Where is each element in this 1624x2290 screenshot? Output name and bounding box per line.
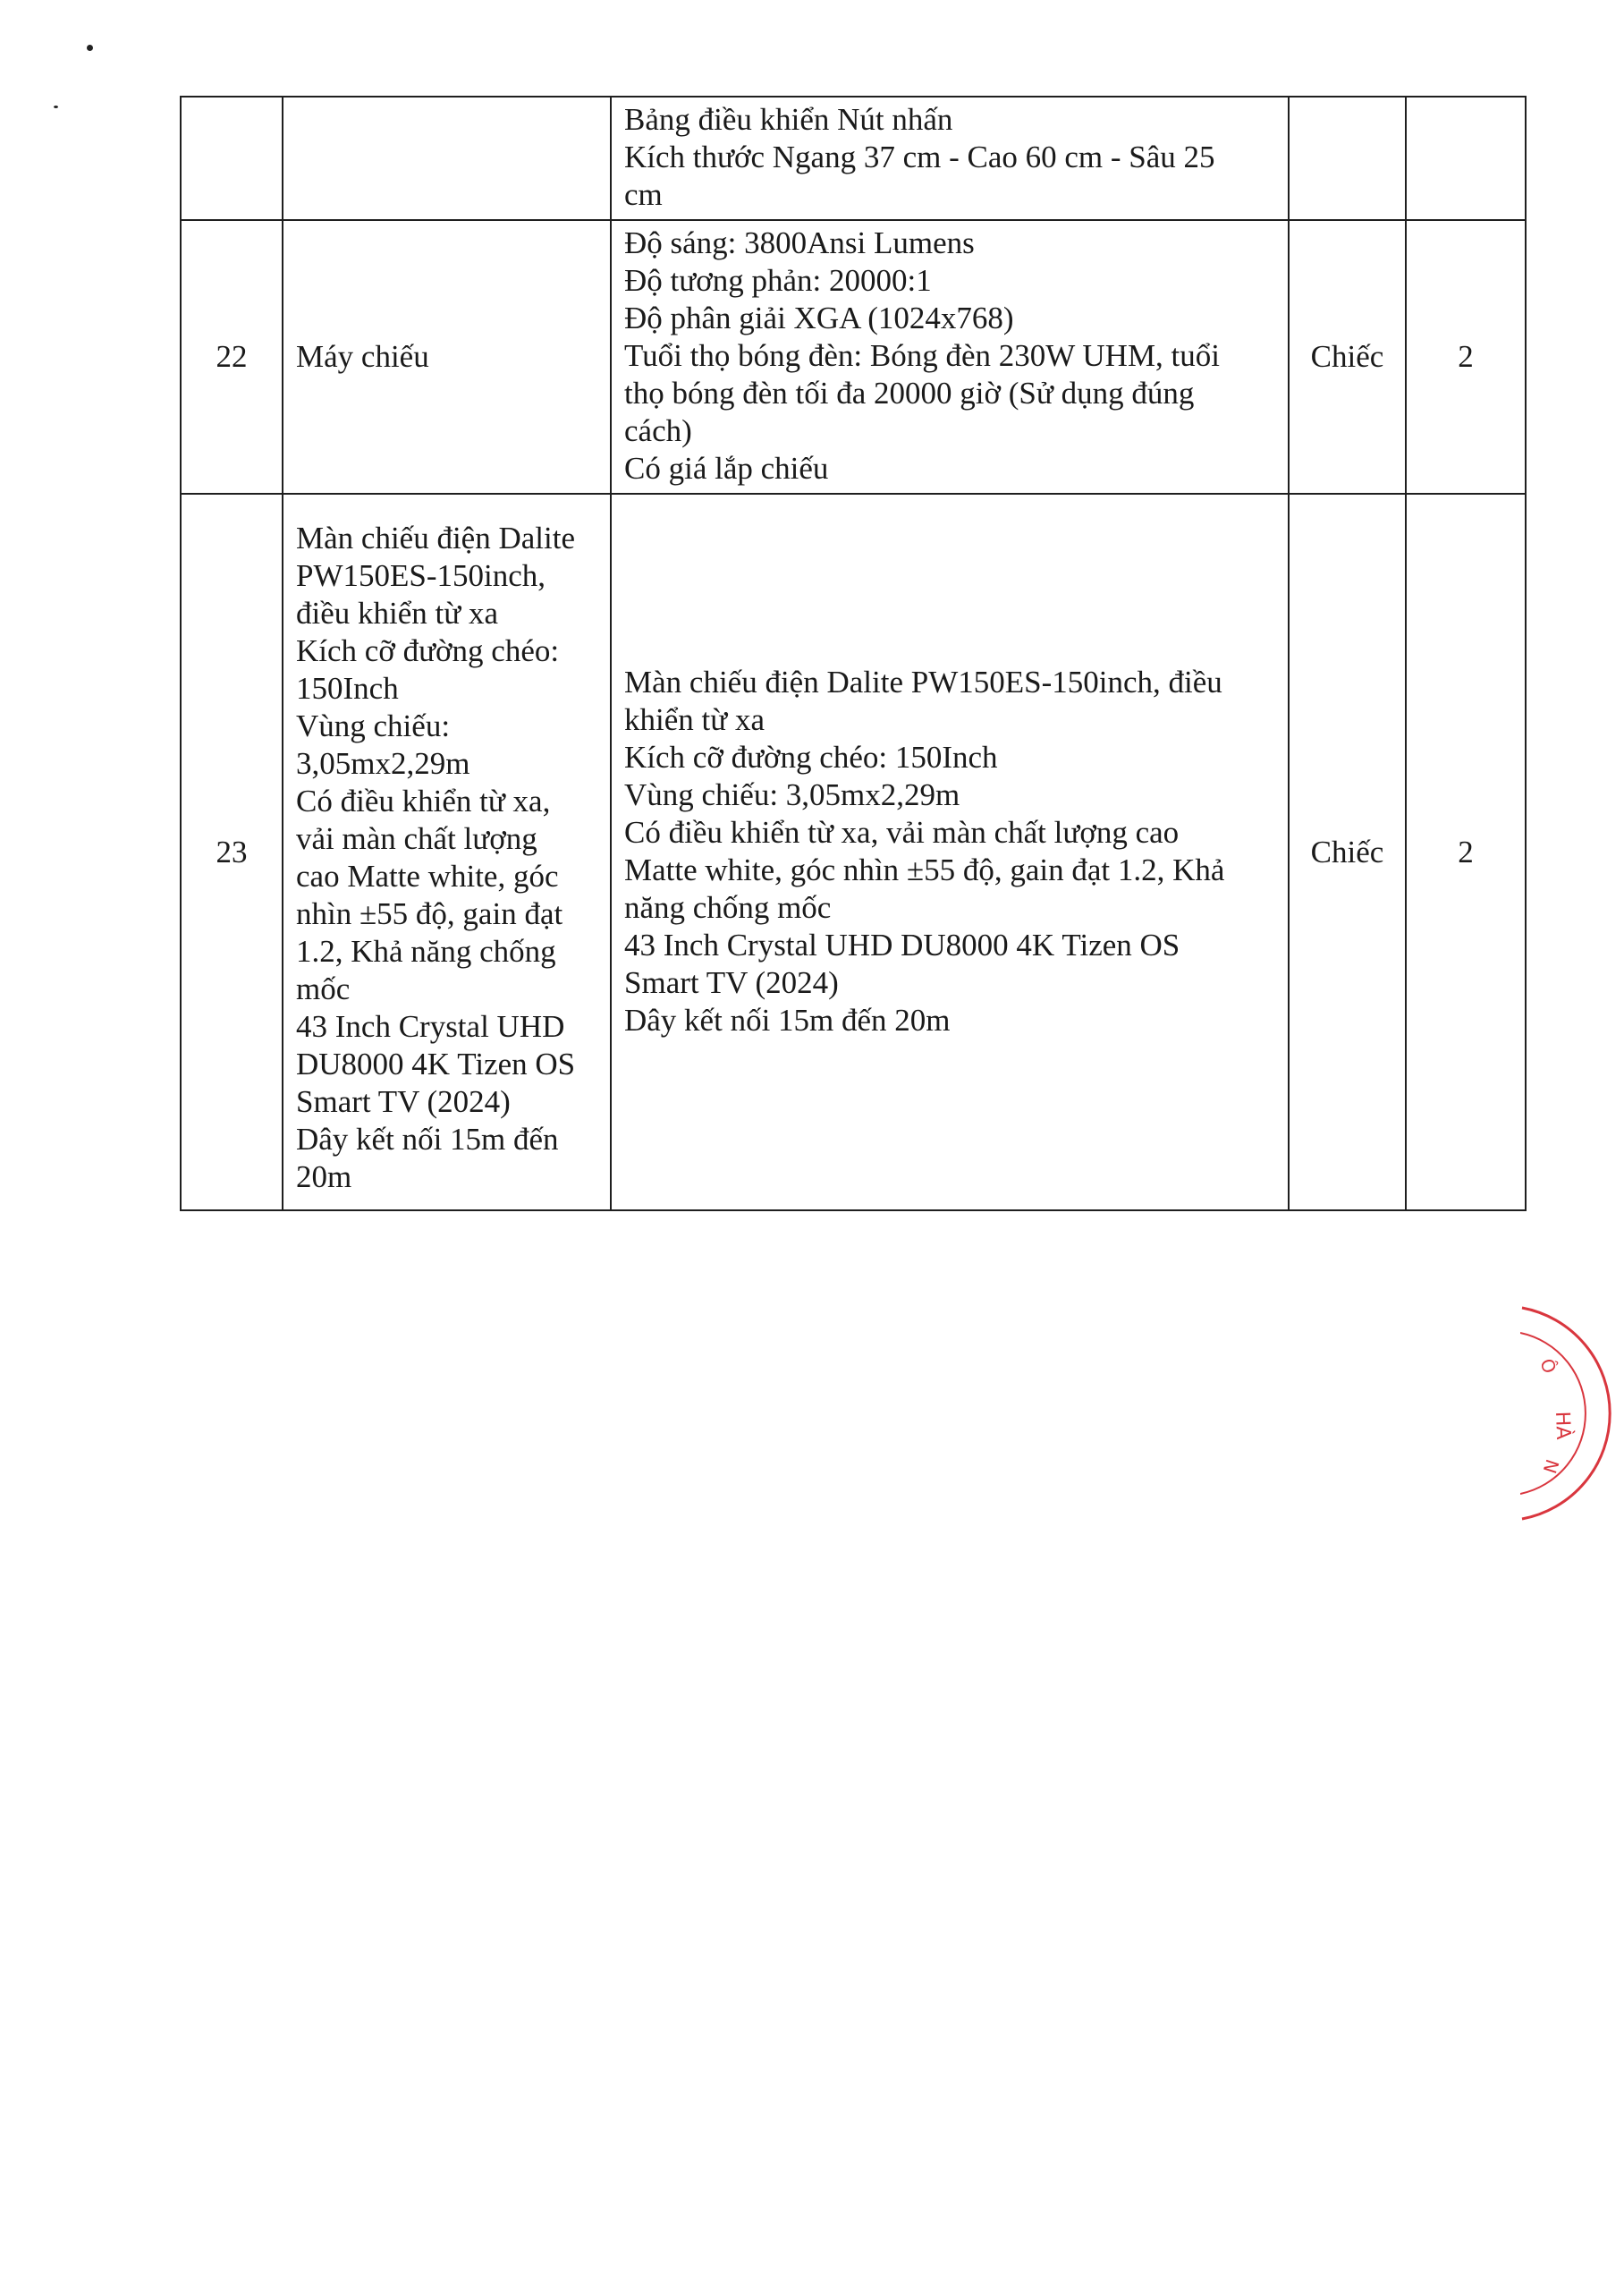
name-line: Có điều khiển từ xa, [296,784,551,818]
stt-cell [181,97,283,220]
scan-speck [87,45,93,51]
seal-text-fragment: N [1538,1456,1564,1477]
spec-line: Kích thước Ngang 37 cm - Cao 60 cm - Sâu 25 [624,140,1215,174]
spec-line: Độ phân giải XGA (1024x768) [624,301,1014,335]
spec-line: Kích cỡ đường chéo: 150Inch [624,739,998,775]
name-line: 43 Inch Crystal UHD [296,1009,565,1044]
item-name-cell [283,97,611,220]
unit-cell: Chiếc [1289,220,1406,494]
scan-speck [54,106,58,108]
table-row [181,220,1526,494]
spec-line: 43 Inch Crystal UHD DU8000 4K Tizen OS [624,927,1180,963]
name-line: Kích cỡ đường chéo: [296,633,560,668]
name-line: cao Matte white, góc [296,859,559,894]
name-line: DU8000 4K Tizen OS [296,1047,576,1081]
spec-line: Tuổi thọ bóng đèn: Bóng đèn 230W UHM, tuổi [624,338,1221,373]
unit-cell: Chiếc [1289,494,1406,1210]
seal-text-fragment: HÀ [1551,1411,1575,1440]
quantity-cell: 2 [1406,494,1526,1210]
spec-line: Có giá lắp chiếu [624,451,829,486]
spec-line: Smart TV (2024) [624,964,839,1000]
name-line: Dây kết nối 15m đến [296,1122,559,1157]
spec-line: Độ tương phản: 20000:1 [624,263,932,298]
spec-cell [611,220,1289,494]
name-line: 1.2, Khả năng chống [296,934,556,969]
spec-line: cách) [624,413,692,448]
name-line: vải màn chất lượng [296,821,537,856]
unit-cell [1289,97,1406,220]
quantity-cell: 2 [1406,220,1526,494]
spec-line: thọ bóng đèn tối đa 20000 giờ (Sử dụng đúng [624,376,1195,411]
stt-cell: 23 [181,494,283,1210]
spec-line: khiển từ xa [624,701,765,737]
name-line: PW150ES-150inch, [296,558,546,593]
item-name-cell: Máy chiếu [283,220,611,494]
name-line: 150Inch [296,671,399,706]
table-row [181,97,1526,220]
spec-line: Có điều khiển từ xa, vải màn chất lượng cao [624,814,1180,850]
spec-line: cm [624,177,663,212]
red-seal-stamp-partial [1520,1306,1624,1521]
name-line: Màn chiếu điện Dalite [296,521,575,556]
name-line: điều khiển từ xa [296,596,498,631]
name-line: Smart TV (2024) [296,1084,511,1119]
item-name-cell [283,494,611,1210]
name-line: mốc [296,971,351,1006]
spec-line: Vùng chiếu: 3,05mx2,29m [624,776,960,812]
equipment-spec-table [180,96,1527,1211]
spec-line: Màn chiếu điện Dalite PW150ES-150inch, điều [624,664,1222,700]
seal-text-fragment: Ô [1535,1355,1561,1377]
spec-line: năng chống mốc [624,889,832,925]
spec-line: Độ sáng: 3800Ansi Lumens [624,225,975,260]
spec-cell [611,494,1289,1210]
table-row [181,494,1526,1210]
quantity-cell [1406,97,1526,220]
spec-line: Matte white, góc nhìn ±55 độ, gain đạt 1.2, Khả [624,852,1225,887]
name-line: nhìn ±55 độ, gain đạt [296,896,563,931]
spec-cell [611,97,1289,220]
spec-line: Dây kết nối 15m đến 20m [624,1002,951,1038]
spec-line: Bảng điều khiển Nút nhấn [624,102,953,137]
stt-cell: 22 [181,220,283,494]
name-line: 20m [296,1159,352,1194]
name-line: Vùng chiếu: [296,708,451,743]
name-line: 3,05mx2,29m [296,746,470,781]
